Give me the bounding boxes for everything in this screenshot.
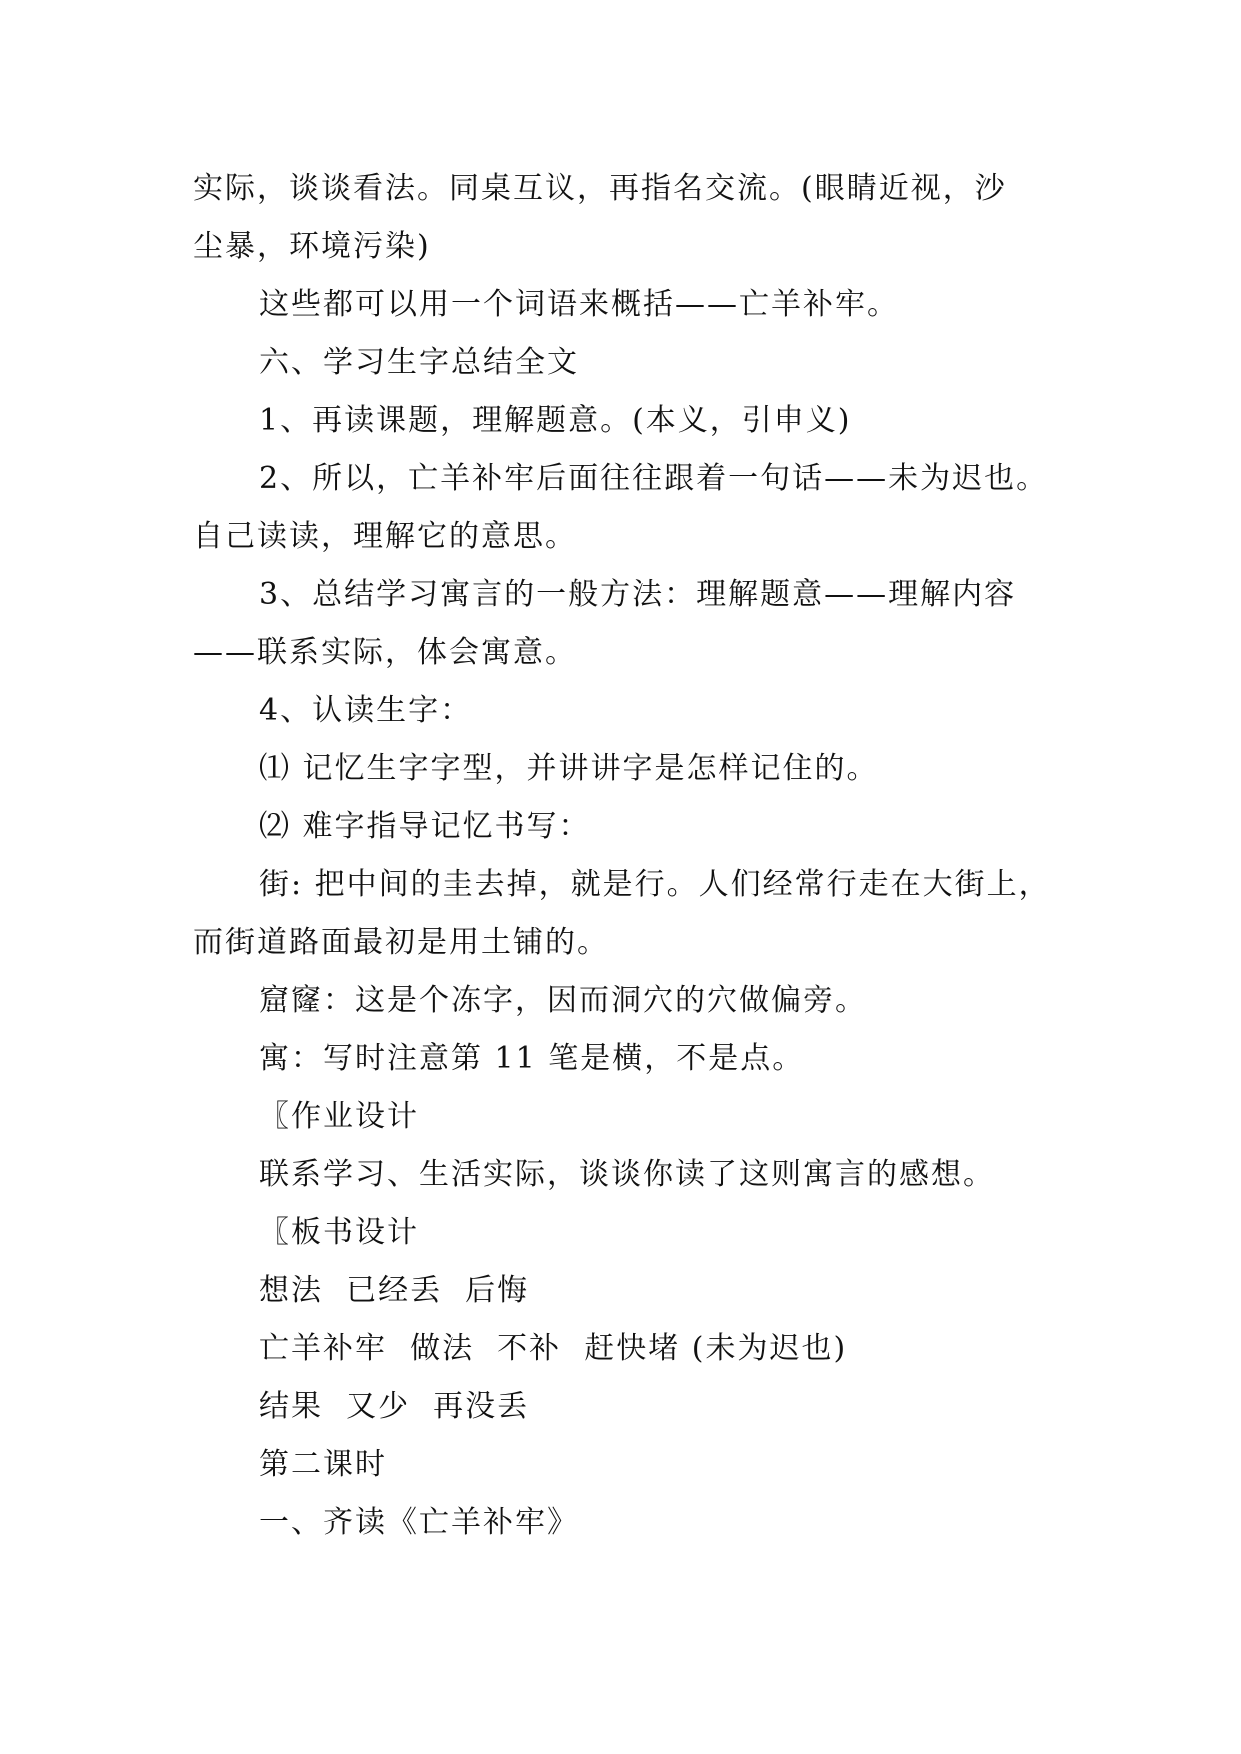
section-heading: 〖板书设计 [259, 1215, 419, 1250]
text-line: 寓：写时注意第 11 笔是横，不是点。 [259, 1041, 805, 1076]
text-line: ⑵ 难字指导记忆书写： [259, 809, 591, 844]
board-line: 结果 又少 再没丢 [259, 1389, 530, 1424]
text-line: 4、认读生字： [259, 693, 473, 728]
text-line: 街: 把中间的圭去掉，就是行。人们经常行走在大街上， [259, 867, 1051, 902]
text-line: 一、齐读《亡羊补牢》 [259, 1505, 579, 1540]
text-line: 这些都可以用一个词语来概括——亡羊补牢。 [259, 287, 899, 322]
text-line: 自己读读，理解它的意思。 [193, 519, 577, 554]
text-line: 3、总结学习寓言的一般方法：理解题意——理解内容 [259, 577, 1017, 612]
text-line: 1、再读课题，理解题意。(本义，引申义) [259, 403, 852, 438]
section-heading: 第二课时 [259, 1447, 387, 1482]
board-line: 亡羊补牢 做法 不补 赶快堵 (未为迟也) [259, 1331, 848, 1366]
text-line: 尘暴，环境污染) [193, 229, 431, 264]
text-line: ⑴ 记忆生字字型，并讲讲字是怎样记住的。 [259, 751, 879, 786]
text-line: ——联系实际，体会寓意。 [193, 635, 577, 670]
board-line: 想法 已经丢 后悔 [259, 1273, 530, 1308]
section-heading: 〖作业设计 [259, 1099, 419, 1134]
text-line: 窟窿：这是个冻字，因而洞穴的穴做偏旁。 [259, 983, 867, 1018]
section-heading: 六、学习生字总结全文 [259, 345, 579, 380]
text-line: 实际，谈谈看法。同桌互议，再指名交流。(眼睛近视，沙 [193, 171, 1007, 206]
text-line: 联系学习、生活实际，谈谈你读了这则寓言的感想。 [259, 1157, 995, 1192]
text-line: 2、所以，亡羊补牢后面往往跟着一句话——未为迟也。 [259, 461, 1049, 496]
document-body [193, 160, 1073, 1552]
text-line: 而街道路面最初是用土铺的。 [193, 925, 609, 960]
